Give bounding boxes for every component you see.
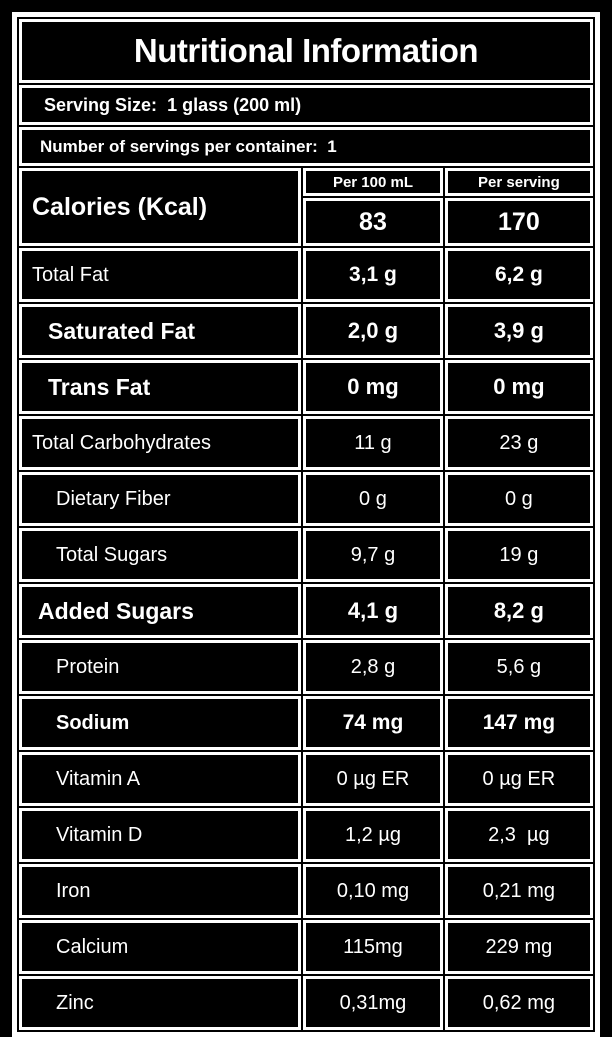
nutrient-label: Dietary Fiber xyxy=(19,472,301,526)
nutrient-row-iron xyxy=(19,864,593,918)
nutrient-label: Trans Fat xyxy=(19,360,301,414)
nutrient-label: Added Sugars xyxy=(19,584,301,638)
nutrient-value-per-serving: 2,3 µg xyxy=(445,808,593,862)
calories-per-100ml: 83 xyxy=(303,198,443,246)
nutrient-value-per-100ml: 3,1 g xyxy=(303,248,443,302)
nutrient-row-total-sugars xyxy=(19,528,593,582)
nutrient-row-sodium xyxy=(19,696,593,750)
page-title: Nutritional Information xyxy=(19,19,593,83)
column-header-per-100ml: Per 100 mL xyxy=(303,168,443,196)
nutrient-value-per-serving: 0,21 mg xyxy=(445,864,593,918)
nutrient-label: Calcium xyxy=(19,920,301,974)
servings-per-container-cell xyxy=(19,127,593,166)
nutrient-value-per-serving: 5,6 g xyxy=(445,640,593,694)
nutrient-label: Sodium xyxy=(19,696,301,750)
column-header-row xyxy=(19,168,593,196)
nutrient-row-zinc xyxy=(19,976,593,1030)
nutrient-row-added-sugars xyxy=(19,584,593,638)
nutrient-value-per-100ml: 74 mg xyxy=(303,696,443,750)
nutrient-row-total-carbohydrates xyxy=(19,416,593,470)
nutrient-value-per-100ml: 0 g xyxy=(303,472,443,526)
nutrient-value-per-100ml: 0 mg xyxy=(303,360,443,414)
nutrient-value-per-serving: 8,2 g xyxy=(445,584,593,638)
column-header-per-serving: Per serving xyxy=(445,168,593,196)
nutrient-value-per-serving: 0,62 mg xyxy=(445,976,593,1030)
nutrient-value-per-serving: 0 µg ER xyxy=(445,752,593,806)
nutrient-value-per-serving: 23 g xyxy=(445,416,593,470)
nutrient-label: Protein xyxy=(19,640,301,694)
nutrient-value-per-100ml: 115mg xyxy=(303,920,443,974)
serving-size-label: Serving Size: xyxy=(44,94,158,115)
servings-per-container-label: Number of servings per container: xyxy=(40,136,318,156)
nutrient-row-calcium xyxy=(19,920,593,974)
nutrient-label: Total Fat xyxy=(19,248,301,302)
nutrient-value-per-100ml: 0,10 mg xyxy=(303,864,443,918)
servings-per-container-value: 1 xyxy=(327,136,337,156)
nutrient-value-per-serving: 19 g xyxy=(445,528,593,582)
nutrient-label: Iron xyxy=(19,864,301,918)
servings-per-container-row xyxy=(19,127,593,166)
nutrient-value-per-serving: 3,9 g xyxy=(445,304,593,358)
nutrient-label: Vitamin A xyxy=(19,752,301,806)
nutrient-label: Vitamin D xyxy=(19,808,301,862)
nutrient-value-per-serving: 6,2 g xyxy=(445,248,593,302)
nutrient-label: Zinc xyxy=(19,976,301,1030)
nutrient-value-per-100ml: 0 µg ER xyxy=(303,752,443,806)
nutrient-row-total-fat xyxy=(19,248,593,302)
nutrient-value-per-serving: 229 mg xyxy=(445,920,593,974)
nutrient-row-protein xyxy=(19,640,593,694)
nutrient-row-trans-fat xyxy=(19,360,593,414)
nutrient-row-vitamin-d xyxy=(19,808,593,862)
calories-per-serving: 170 xyxy=(445,198,593,246)
serving-size-cell xyxy=(19,85,593,125)
nutrient-value-per-100ml: 4,1 g xyxy=(303,584,443,638)
nutrient-value-per-100ml: 11 g xyxy=(303,416,443,470)
nutrient-value-per-serving: 147 mg xyxy=(445,696,593,750)
nutrition-table xyxy=(17,17,595,1032)
nutrient-value-per-serving: 0 mg xyxy=(445,360,593,414)
nutrient-value-per-100ml: 2,0 g xyxy=(303,304,443,358)
nutrient-row-saturated-fat xyxy=(19,304,593,358)
serving-size-value: 1 glass (200 ml) xyxy=(167,94,302,115)
calories-label: Calories (Kcal) xyxy=(19,168,301,246)
nutrient-value-per-100ml: 1,2 µg xyxy=(303,808,443,862)
title-row xyxy=(19,19,593,83)
nutrient-value-per-serving: 0 g xyxy=(445,472,593,526)
nutrient-label: Total Sugars xyxy=(19,528,301,582)
nutrient-value-per-100ml: 0,31mg xyxy=(303,976,443,1030)
nutrient-value-per-100ml: 9,7 g xyxy=(303,528,443,582)
serving-size-row xyxy=(19,85,593,125)
nutrient-row-dietary-fiber xyxy=(19,472,593,526)
nutrient-label: Saturated Fat xyxy=(19,304,301,358)
nutrient-row-vitamin-a xyxy=(19,752,593,806)
nutrition-label-frame xyxy=(12,12,600,1037)
nutrition-label-page xyxy=(0,12,612,1036)
nutrient-label: Total Carbohydrates xyxy=(19,416,301,470)
nutrient-value-per-100ml: 2,8 g xyxy=(303,640,443,694)
